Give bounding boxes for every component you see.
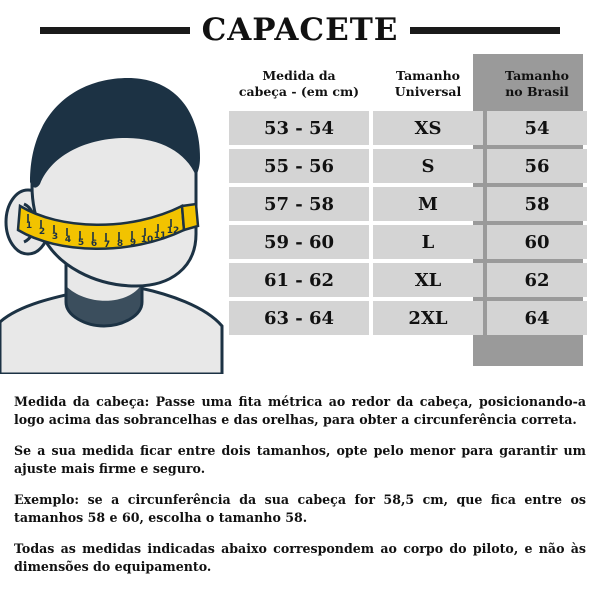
title-rule-right <box>410 27 560 34</box>
svg-text:8: 8 <box>116 239 124 249</box>
head-with-measuring-tape-icon <box>0 54 225 374</box>
page-title: CAPACETE <box>201 12 399 48</box>
table-header-row <box>229 66 587 107</box>
svg-text:3: 3 <box>51 232 59 242</box>
cell-brasil: 62 <box>487 263 587 297</box>
column-header-medida <box>229 66 369 107</box>
svg-text:1: 1 <box>25 221 33 231</box>
table-row <box>229 149 587 183</box>
column-header-brasil-line2: no Brasil <box>505 83 569 99</box>
cell-brasil: 58 <box>487 187 587 221</box>
cell-universal: L <box>373 225 483 259</box>
note-measure-instructions: Medida da cabeça: Passe uma fita métrica ao redor da cabeça, posicionando-a logo acima das sobrancelhas e das orelhas, para obter a circunferência correta. <box>14 393 586 427</box>
note-body-measurements: Todas as medidas indicadas abaixo correspondem ao corpo do piloto, e não às dimensões do equipamento. <box>14 540 586 575</box>
note-between-sizes: Se a sua medida ficar entre dois tamanhos, opte pelo menor para garantir um ajuste mais firme e seguro. <box>14 442 586 476</box>
size-table <box>225 62 591 339</box>
svg-text:5: 5 <box>77 238 85 248</box>
note-example: Exemplo: se a circunferência da sua cabeça for 58,5 cm, que fica entre os tamanhos 58 e 60, escolha o tamanho 58. <box>14 491 586 526</box>
cell-universal: S <box>373 149 483 183</box>
table-row <box>229 263 587 297</box>
svg-text:9: 9 <box>129 238 137 248</box>
column-header-universal <box>373 66 483 107</box>
column-header-medida-line1: Medida da <box>262 68 336 83</box>
svg-text:12: 12 <box>166 226 180 236</box>
column-header-brasil <box>487 66 587 107</box>
column-header-medida-line2: cabeça - (em cm) <box>238 83 360 99</box>
cell-medida: 59 - 60 <box>229 225 369 259</box>
cell-brasil: 64 <box>487 301 587 335</box>
column-header-universal-line2: Universal <box>394 83 462 99</box>
cell-brasil: 54 <box>487 111 587 145</box>
cell-medida: 61 - 62 <box>229 263 369 297</box>
table-row <box>229 111 587 145</box>
size-table-wrap <box>225 54 600 339</box>
cell-universal: 2XL <box>373 301 483 335</box>
svg-text:2: 2 <box>38 227 46 237</box>
column-header-brasil-line1: Tamanho <box>504 68 570 83</box>
cell-medida: 57 - 58 <box>229 187 369 221</box>
column-header-universal-line1: Tamanho <box>395 68 461 83</box>
table-row <box>229 187 587 221</box>
cell-universal: M <box>373 187 483 221</box>
svg-text:11: 11 <box>153 231 167 241</box>
cell-medida: 55 - 56 <box>229 149 369 183</box>
table-row <box>229 225 587 259</box>
page-title-row <box>0 0 600 54</box>
cell-medida: 63 - 64 <box>229 301 369 335</box>
svg-text:6: 6 <box>90 239 98 249</box>
table-row <box>229 301 587 335</box>
svg-text:4: 4 <box>64 235 72 245</box>
cell-brasil: 60 <box>487 225 587 259</box>
notes-section <box>0 374 600 576</box>
cell-medida: 53 - 54 <box>229 111 369 145</box>
cell-universal: XL <box>373 263 483 297</box>
chart-top-area <box>0 54 600 374</box>
cell-brasil: 56 <box>487 149 587 183</box>
svg-text:10: 10 <box>140 235 154 245</box>
svg-text:7: 7 <box>103 240 111 250</box>
cell-universal: XS <box>373 111 483 145</box>
title-rule-left <box>40 27 190 34</box>
